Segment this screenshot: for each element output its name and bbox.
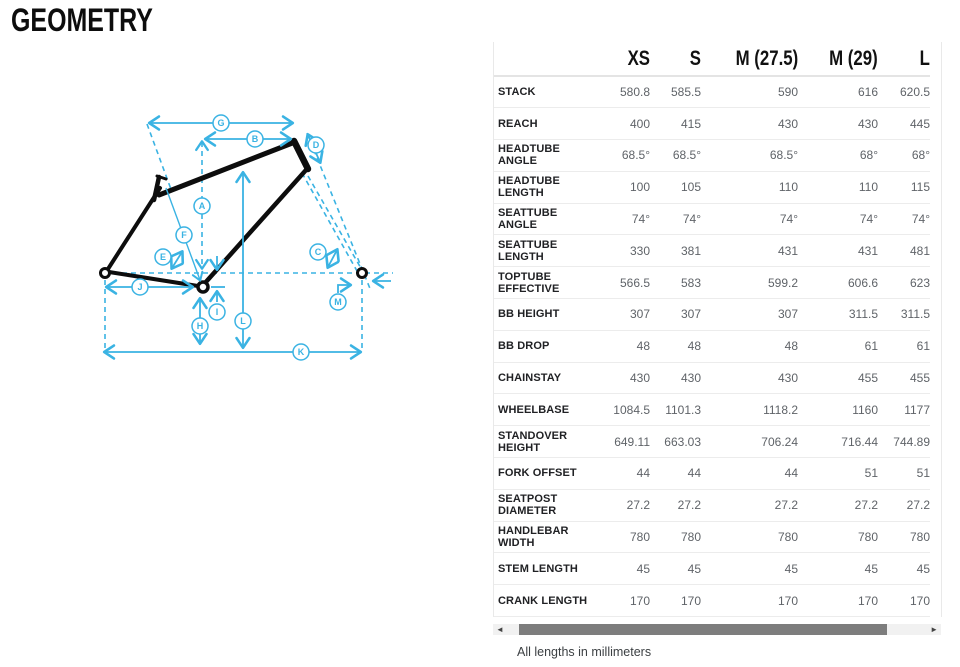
cell-value: 110 [701,171,798,203]
scroll-left-arrow-icon[interactable]: ◄ [496,625,504,634]
row-label: CRANK LENGTH [494,585,594,617]
cell-value: 1101.3 [650,394,701,426]
cell-value: 68.5° [650,140,701,172]
cell-value: 580.8 [594,76,650,108]
cell-value: 455 [798,362,878,394]
cell-value: 27.2 [798,489,878,521]
svg-text:I: I [215,307,219,317]
cell-value: 48 [594,330,650,362]
cell-value: 61 [798,330,878,362]
cell-value: 170 [650,585,701,617]
cell-value: 27.2 [701,489,798,521]
frame-geometry-diagram [50,100,410,370]
table-row [494,76,930,108]
cell-value: 1118.2 [701,394,798,426]
cell-value: 431 [701,235,798,267]
row-label: REACH [494,108,594,140]
table-row [494,489,930,521]
cell-value: 1084.5 [594,394,650,426]
cell-value: 307 [594,299,650,331]
cell-value: 27.2 [650,489,701,521]
row-label: HANDLEBAR WIDTH [494,521,594,553]
cell-value: 68° [798,140,878,172]
label-F [176,227,192,243]
row-label: STANDOVER HEIGHT [494,426,594,458]
cell-value: 307 [701,299,798,331]
cell-value: 780 [594,521,650,553]
geometry-table [493,42,942,617]
table-horizontal-scrollbar[interactable] [493,624,941,635]
cell-value: 430 [798,108,878,140]
cell-value: 1160 [798,394,878,426]
cell-value: 44 [701,458,798,490]
cell-value: 585.5 [650,76,701,108]
table-row [494,235,930,267]
svg-text:E: E [159,252,167,262]
row-label: SEATPOST DIAMETER [494,489,594,521]
cell-value: 716.44 [798,426,878,458]
cell-value: 45 [650,553,701,585]
cell-value: 68° [878,140,930,172]
table-row [494,108,930,140]
row-label: BB HEIGHT [494,299,594,331]
cell-value: 455 [878,362,930,394]
size-column-header-m29: M (29) [798,42,878,76]
cell-value: 623 [878,267,930,299]
cell-value: 599.2 [701,267,798,299]
cell-value: 780 [650,521,701,553]
table-row [494,171,930,203]
table-row [494,394,930,426]
cell-value: 45 [798,553,878,585]
table-row [494,458,930,490]
table-row [494,330,930,362]
label-B [247,131,263,147]
svg-text:D: D [312,140,320,150]
cell-value: 170 [878,585,930,617]
scroll-right-arrow-icon[interactable]: ► [930,625,938,634]
cell-value: 481 [878,235,930,267]
label-K [293,344,309,360]
cell-value: 51 [878,458,930,490]
cell-value: 110 [798,171,878,203]
row-label: SEATTUBE LENGTH [494,235,594,267]
label-M [330,294,346,310]
svg-text:A: A [198,201,206,211]
row-label: BB DROP [494,330,594,362]
cell-value: 590 [701,76,798,108]
front-axle [358,269,367,278]
cell-value: 68.5° [594,140,650,172]
units-caption: All lengths in millimeters [517,645,652,659]
cell-value: 68.5° [701,140,798,172]
cell-value: 74° [701,203,798,235]
cell-value: 663.03 [650,426,701,458]
cell-value: 27.2 [594,489,650,521]
row-label: STEM LENGTH [494,553,594,585]
label-C [310,244,326,260]
cell-value: 170 [701,585,798,617]
cell-value: 74° [650,203,701,235]
label-L [235,313,251,329]
size-header-row [494,42,930,76]
size-column-header-m275: M (27.5) [701,42,798,76]
cell-value: 381 [650,235,701,267]
cell-value: 430 [594,362,650,394]
cell-value: 616 [798,76,878,108]
cell-value: 330 [594,235,650,267]
size-column-header-l: L [878,42,930,76]
svg-text:F: F [181,230,187,240]
cell-value: 100 [594,171,650,203]
dimension-labels [132,115,346,360]
size-column-header-xs: XS [594,42,650,76]
svg-text:K: K [297,347,305,357]
cell-value: 400 [594,108,650,140]
cell-value: 431 [798,235,878,267]
cell-value: 170 [798,585,878,617]
table-row [494,362,930,394]
table-row [494,203,930,235]
row-label: STACK [494,76,594,108]
cell-value: 48 [650,330,701,362]
row-label: HEADTUBE LENGTH [494,171,594,203]
label-H [192,318,208,334]
bottom-bracket [198,282,208,292]
cell-value: 45 [594,553,650,585]
row-label: WHEELBASE [494,394,594,426]
cell-value: 606.6 [798,267,878,299]
table-row [494,585,930,617]
cell-value: 445 [878,108,930,140]
empty-header-cell [494,42,594,76]
cell-value: 115 [878,171,930,203]
scrollbar-thumb[interactable] [519,624,887,635]
cell-value: 105 [650,171,701,203]
label-E [155,249,171,265]
cell-value: 45 [701,553,798,585]
label-G [213,115,229,131]
cell-value: 706.24 [701,426,798,458]
table-row [494,521,930,553]
size-column-header-s: S [650,42,701,76]
label-D [308,137,324,153]
cell-value: 48 [701,330,798,362]
cell-value: 430 [650,362,701,394]
svg-text:L: L [240,316,246,326]
cell-value: 744.89 [878,426,930,458]
row-label: HEADTUBE ANGLE [494,140,594,172]
cell-value: 74° [594,203,650,235]
cell-value: 780 [878,521,930,553]
row-label: FORK OFFSET [494,458,594,490]
cell-value: 430 [701,108,798,140]
cell-value: 51 [798,458,878,490]
cell-value: 170 [594,585,650,617]
table-row [494,426,930,458]
cell-value: 566.5 [594,267,650,299]
label-A [194,198,210,214]
cell-value: 780 [798,521,878,553]
rear-axle [101,269,110,278]
cell-value: 74° [878,203,930,235]
cell-value: 44 [594,458,650,490]
table-row [494,140,930,172]
svg-text:B: B [251,134,259,144]
table-row [494,267,930,299]
cell-value: 45 [878,553,930,585]
cell-value: 415 [650,108,701,140]
row-label: TOPTUBE EFFECTIVE [494,267,594,299]
cell-value: 1177 [878,394,930,426]
cell-value: 61 [878,330,930,362]
svg-text:J: J [137,282,143,292]
svg-text:G: G [217,118,225,128]
label-I [209,304,225,320]
page-title: GEOMETRY [11,2,153,38]
cell-value: 649.11 [594,426,650,458]
svg-text:H: H [196,321,204,331]
table-row [494,299,930,331]
cell-value: 311.5 [798,299,878,331]
cell-value: 430 [701,362,798,394]
cell-value: 780 [701,521,798,553]
row-label: CHAINSTAY [494,362,594,394]
svg-text:M: M [334,297,342,307]
table-row [494,553,930,585]
cell-value: 307 [650,299,701,331]
cell-value: 311.5 [878,299,930,331]
label-J [132,279,148,295]
cell-value: 620.5 [878,76,930,108]
cell-value: 44 [650,458,701,490]
svg-text:C: C [314,247,322,257]
cell-value: 583 [650,267,701,299]
cell-value: 27.2 [878,489,930,521]
cell-value: 74° [798,203,878,235]
row-label: SEATTUBE ANGLE [494,203,594,235]
